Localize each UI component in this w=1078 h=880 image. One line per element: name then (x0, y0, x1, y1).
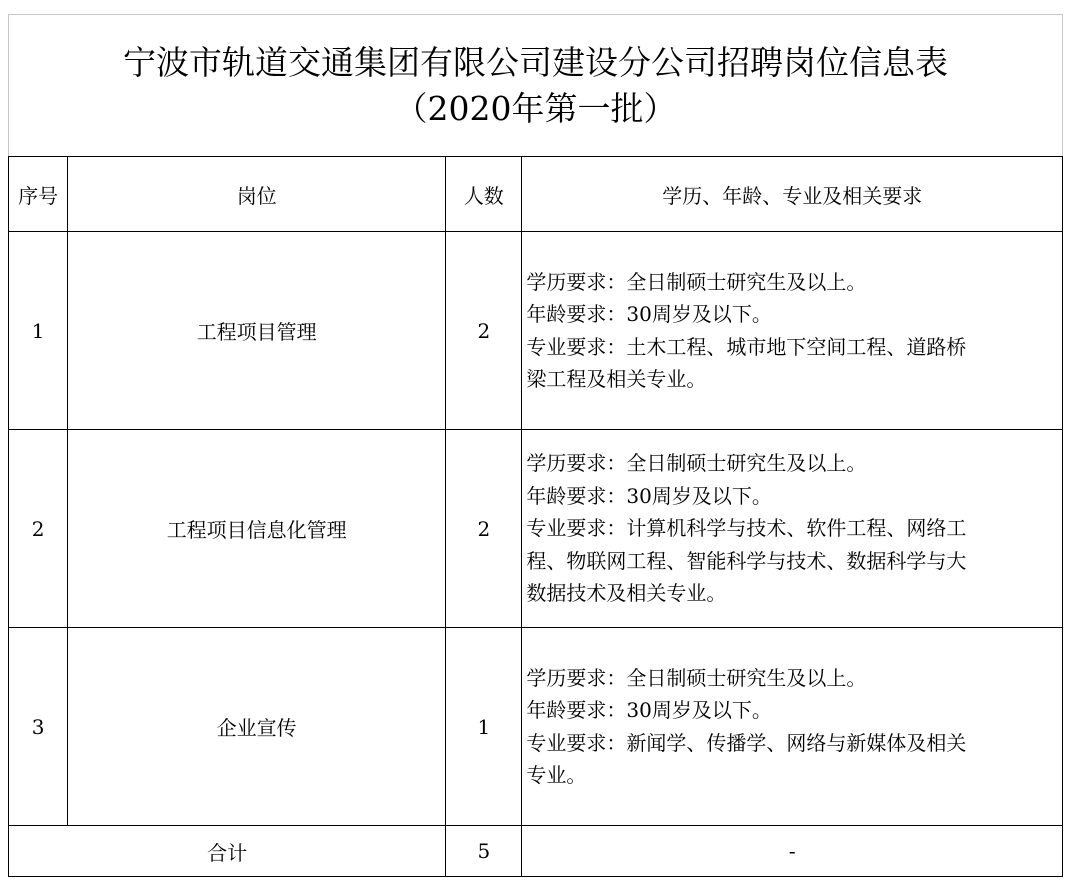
header-position: 岗位 (68, 157, 446, 232)
cell-count: 1 (446, 628, 522, 826)
total-count: 5 (446, 826, 522, 877)
cell-requirements (522, 430, 1063, 628)
requirement-line: 专业要求：计算机科学与技术、软件工程、网络工 (526, 516, 967, 541)
requirement-line: 学历要求：全日制硕士研究生及以上。 (526, 665, 867, 690)
positions-table (8, 156, 1063, 877)
cell-count: 2 (446, 232, 522, 430)
requirement-line: 年龄要求：30周岁及以下。 (526, 483, 772, 508)
requirement-line: 程、物联网工程、智能科学与技术、数据科学与大 (526, 548, 967, 573)
cell-seq: 2 (9, 430, 68, 628)
header-requirements: 学历、年龄、专业及相关要求 (522, 157, 1063, 232)
document-title: 宁波市轨道交通集团有限公司建设分公司招聘岗位信息表 (123, 42, 948, 82)
requirement-line: 年龄要求：30周岁及以下。 (526, 698, 772, 722)
requirement-line: 专业。 (526, 763, 587, 787)
total-requirements: - (522, 826, 1063, 877)
total-row (9, 826, 1063, 877)
cell-seq: 1 (9, 232, 68, 430)
requirement-line: 数据技术及相关专业。 (526, 581, 727, 606)
table-row (9, 628, 1063, 826)
title-block (8, 14, 1063, 156)
header-count: 人数 (446, 157, 522, 232)
cell-seq: 3 (9, 628, 68, 826)
requirement-line: 年龄要求：30周岁及以下。 (526, 302, 772, 326)
requirement-line: 梁工程及相关专业。 (526, 367, 707, 391)
table-row (9, 430, 1063, 628)
document-subtitle: （2020年第一批） (394, 88, 677, 128)
header-seq: 序号 (9, 157, 68, 232)
cell-position: 企业宣传 (68, 628, 446, 826)
cell-requirements (522, 628, 1063, 826)
recruitment-sheet (8, 14, 1063, 877)
requirement-line: 专业要求：土木工程、城市地下空间工程、道路桥 (526, 334, 967, 359)
table-header-row (9, 157, 1063, 232)
cell-position: 工程项目管理 (68, 232, 446, 430)
requirement-line: 专业要求：新闻学、传播学、网络与新媒体及相关 (526, 730, 967, 755)
requirement-line: 学历要求：全日制硕士研究生及以上。 (526, 269, 867, 294)
total-label: 合计 (9, 826, 446, 877)
cell-count: 2 (446, 430, 522, 628)
requirement-line: 学历要求：全日制硕士研究生及以上。 (526, 451, 867, 476)
cell-requirements (522, 232, 1063, 430)
table-row (9, 232, 1063, 430)
cell-position: 工程项目信息化管理 (68, 430, 446, 628)
